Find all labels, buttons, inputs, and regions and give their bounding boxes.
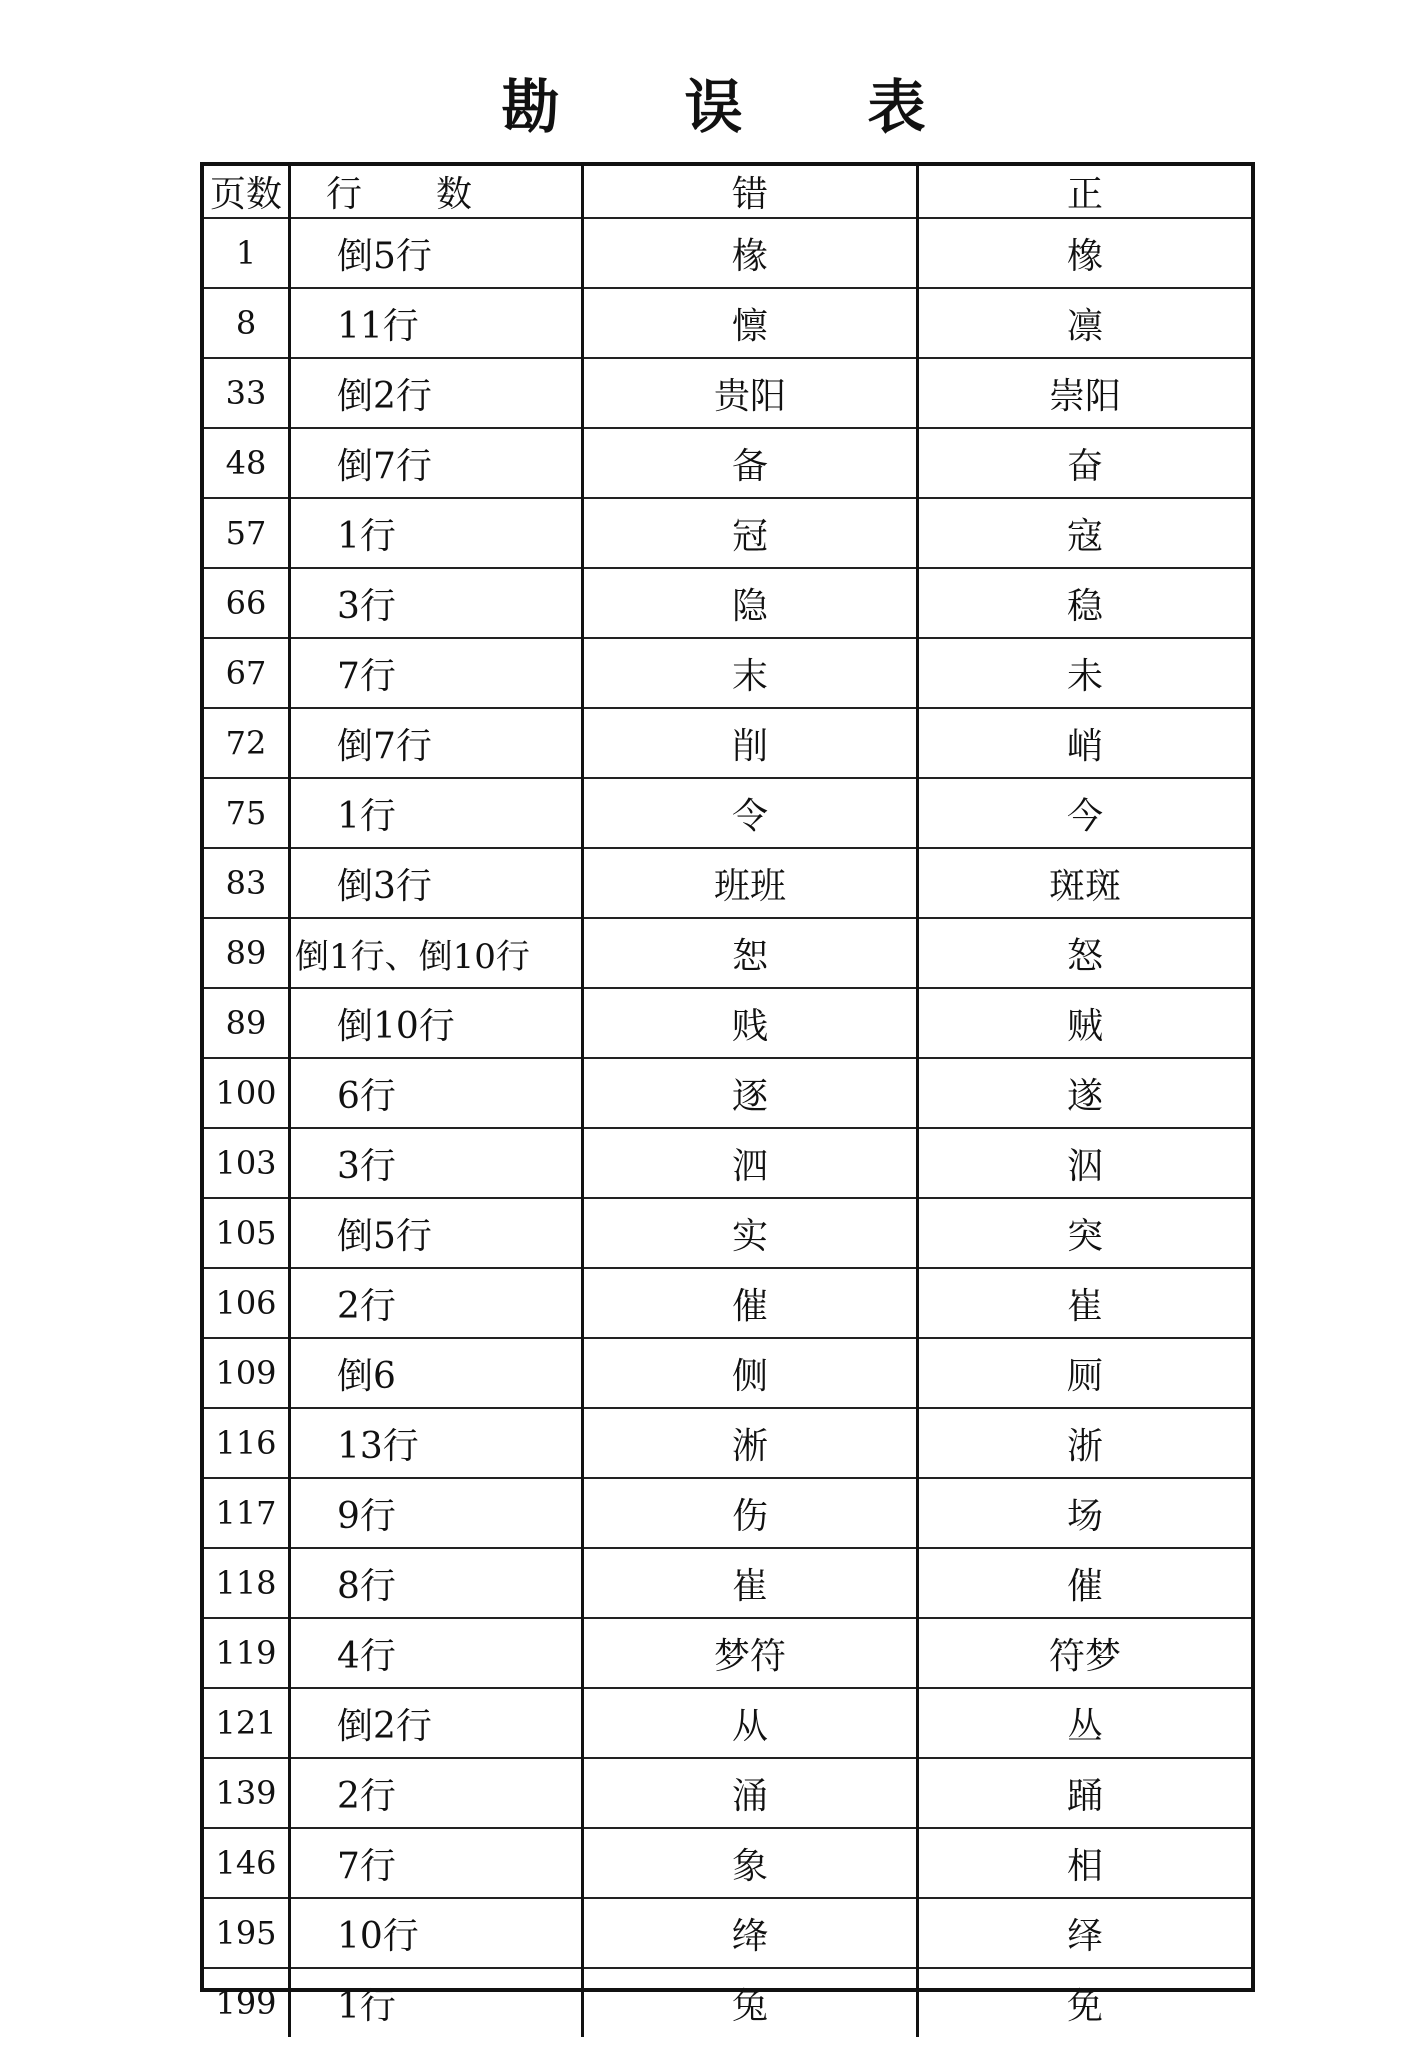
table-row xyxy=(204,988,1251,1058)
cell-correct: 凛 xyxy=(918,288,1252,358)
cell-correct: 符梦 xyxy=(918,1618,1252,1688)
cell-wrong: 隐 xyxy=(583,568,918,638)
cell-correct: 场 xyxy=(918,1478,1252,1548)
cell-wrong: 淅 xyxy=(583,1408,918,1478)
cell-page: 72 xyxy=(204,708,290,778)
title-char: 误 xyxy=(684,73,744,141)
cell-line: 倒2行 xyxy=(290,1688,583,1758)
cell-page: 103 xyxy=(204,1128,290,1198)
cell-line: 1行 xyxy=(290,1968,583,2037)
cell-wrong: 恕 xyxy=(583,918,918,988)
header-wrong: 错 xyxy=(583,166,918,218)
table-row xyxy=(204,1898,1251,1968)
cell-page: 66 xyxy=(204,568,290,638)
cell-correct: 遂 xyxy=(918,1058,1252,1128)
table-row xyxy=(204,1268,1251,1338)
table-row xyxy=(204,1828,1251,1898)
cell-page: 83 xyxy=(204,848,290,918)
cell-page: 146 xyxy=(204,1828,290,1898)
page-title xyxy=(0,72,1428,142)
table-row xyxy=(204,1758,1251,1828)
cell-page: 106 xyxy=(204,1268,290,1338)
cell-page: 1 xyxy=(204,218,290,288)
cell-correct: 相 xyxy=(918,1828,1252,1898)
cell-page: 109 xyxy=(204,1338,290,1408)
cell-wrong: 椽 xyxy=(583,218,918,288)
table-row xyxy=(204,568,1251,638)
cell-line: 2行 xyxy=(290,1758,583,1828)
cell-wrong: 贱 xyxy=(583,988,918,1058)
table-row xyxy=(204,358,1251,428)
table-row xyxy=(204,1128,1251,1198)
cell-wrong: 伤 xyxy=(583,1478,918,1548)
table-row xyxy=(204,778,1251,848)
cell-correct: 踊 xyxy=(918,1758,1252,1828)
cell-line: 1行 xyxy=(290,498,583,568)
cell-line: 倒3行 xyxy=(290,848,583,918)
cell-page: 139 xyxy=(204,1758,290,1828)
cell-correct: 橡 xyxy=(918,218,1252,288)
cell-correct: 未 xyxy=(918,638,1252,708)
table-row xyxy=(204,1548,1251,1618)
table-row xyxy=(204,288,1251,358)
cell-wrong: 末 xyxy=(583,638,918,708)
table-row xyxy=(204,1408,1251,1478)
cell-wrong: 逐 xyxy=(583,1058,918,1128)
cell-correct: 崔 xyxy=(918,1268,1252,1338)
cell-correct: 峭 xyxy=(918,708,1252,778)
cell-page: 121 xyxy=(204,1688,290,1758)
cell-correct: 怒 xyxy=(918,918,1252,988)
cell-line: 7行 xyxy=(290,638,583,708)
cell-wrong: 令 xyxy=(583,778,918,848)
cell-page: 119 xyxy=(204,1618,290,1688)
cell-correct: 奋 xyxy=(918,428,1252,498)
cell-wrong: 削 xyxy=(583,708,918,778)
table-row xyxy=(204,1478,1251,1548)
cell-wrong: 催 xyxy=(583,1268,918,1338)
cell-wrong: 梦符 xyxy=(583,1618,918,1688)
cell-wrong: 冠 xyxy=(583,498,918,568)
cell-page: 67 xyxy=(204,638,290,708)
table-row xyxy=(204,1058,1251,1128)
cell-wrong: 绛 xyxy=(583,1898,918,1968)
table-row xyxy=(204,638,1251,708)
cell-page: 195 xyxy=(204,1898,290,1968)
title-char: 勘 xyxy=(501,73,561,141)
cell-page: 75 xyxy=(204,778,290,848)
cell-page: 100 xyxy=(204,1058,290,1128)
cell-wrong: 实 xyxy=(583,1198,918,1268)
table-row xyxy=(204,1338,1251,1408)
cell-line: 8行 xyxy=(290,1548,583,1618)
cell-line: 11行 xyxy=(290,288,583,358)
cell-line: 7行 xyxy=(290,1828,583,1898)
cell-page: 105 xyxy=(204,1198,290,1268)
errata-rows xyxy=(204,218,1251,2037)
cell-wrong: 侧 xyxy=(583,1338,918,1408)
table-row xyxy=(204,708,1251,778)
table-row xyxy=(204,218,1251,288)
cell-correct: 突 xyxy=(918,1198,1252,1268)
table-row xyxy=(204,1198,1251,1268)
cell-wrong: 泗 xyxy=(583,1128,918,1198)
cell-correct: 厕 xyxy=(918,1338,1252,1408)
table-row xyxy=(204,1688,1251,1758)
header-correct: 正 xyxy=(918,166,1252,218)
cell-wrong: 懔 xyxy=(583,288,918,358)
cell-correct: 今 xyxy=(918,778,1252,848)
cell-correct: 斑斑 xyxy=(918,848,1252,918)
cell-line: 倒6 xyxy=(290,1338,583,1408)
cell-line: 倒5行 xyxy=(290,1198,583,1268)
header-row xyxy=(204,166,1251,218)
cell-line: 9行 xyxy=(290,1478,583,1548)
cell-line: 倒5行 xyxy=(290,218,583,288)
cell-wrong: 兔 xyxy=(583,1968,918,2037)
table-row xyxy=(204,498,1251,568)
cell-page: 199 xyxy=(204,1968,290,2037)
table-row xyxy=(204,1618,1251,1688)
cell-correct: 免 xyxy=(1066,1985,1103,2027)
cell-page: 89 xyxy=(204,918,290,988)
cell-line: 3行 xyxy=(290,1128,583,1198)
cell-correct: 贼 xyxy=(918,988,1252,1058)
cell-line: 1行 xyxy=(290,778,583,848)
cell-correct: 丛 xyxy=(918,1688,1252,1758)
table-row xyxy=(204,428,1251,498)
cell-page: 89 xyxy=(204,988,290,1058)
cell-wrong: 象 xyxy=(583,1828,918,1898)
cell-page: 116 xyxy=(204,1408,290,1478)
title-char: 表 xyxy=(867,73,927,141)
cell-wrong: 备 xyxy=(583,428,918,498)
errata-table xyxy=(200,162,1255,2027)
cell-correct: 绎 xyxy=(918,1898,1252,1968)
cell-page: 57 xyxy=(204,498,290,568)
header-page: 页数 xyxy=(204,166,290,218)
header-line: 行数 xyxy=(290,166,583,218)
cell-line: 6行 xyxy=(290,1058,583,1128)
cell-line: 10行 xyxy=(290,1898,583,1968)
cell-wrong: 贵阳 xyxy=(583,358,918,428)
cell-line: 倒7行 xyxy=(290,708,583,778)
table-row xyxy=(204,848,1251,918)
cell-line: 倒1行、倒10行 xyxy=(290,918,583,988)
cell-correct: 寇 xyxy=(918,498,1252,568)
cell-line: 倒10行 xyxy=(290,988,583,1058)
cell-page: 48 xyxy=(204,428,290,498)
cell-line: 3行 xyxy=(290,568,583,638)
cell-wrong: 崔 xyxy=(583,1548,918,1618)
cell-correct: 浙 xyxy=(918,1408,1252,1478)
cell-wrong: 班班 xyxy=(583,848,918,918)
cell-line: 4行 xyxy=(290,1618,583,1688)
table-row xyxy=(204,1968,1251,2037)
cell-line: 倒7行 xyxy=(290,428,583,498)
cell-correct: 催 xyxy=(918,1548,1252,1618)
cell-page: 118 xyxy=(204,1548,290,1618)
cell-page: 117 xyxy=(204,1478,290,1548)
cell-correct: 崇阳 xyxy=(918,358,1252,428)
cell-correct: 泅 xyxy=(918,1128,1252,1198)
cell-line: 倒2行 xyxy=(290,358,583,428)
cell-line: 2行 xyxy=(290,1268,583,1338)
cell-page: 8 xyxy=(204,288,290,358)
cell-wrong: 从 xyxy=(583,1688,918,1758)
cell-page: 33 xyxy=(204,358,290,428)
cell-line: 13行 xyxy=(290,1408,583,1478)
cell-correct: 稳 xyxy=(918,568,1252,638)
table-row xyxy=(204,918,1251,988)
cell-wrong: 涌 xyxy=(583,1758,918,1828)
